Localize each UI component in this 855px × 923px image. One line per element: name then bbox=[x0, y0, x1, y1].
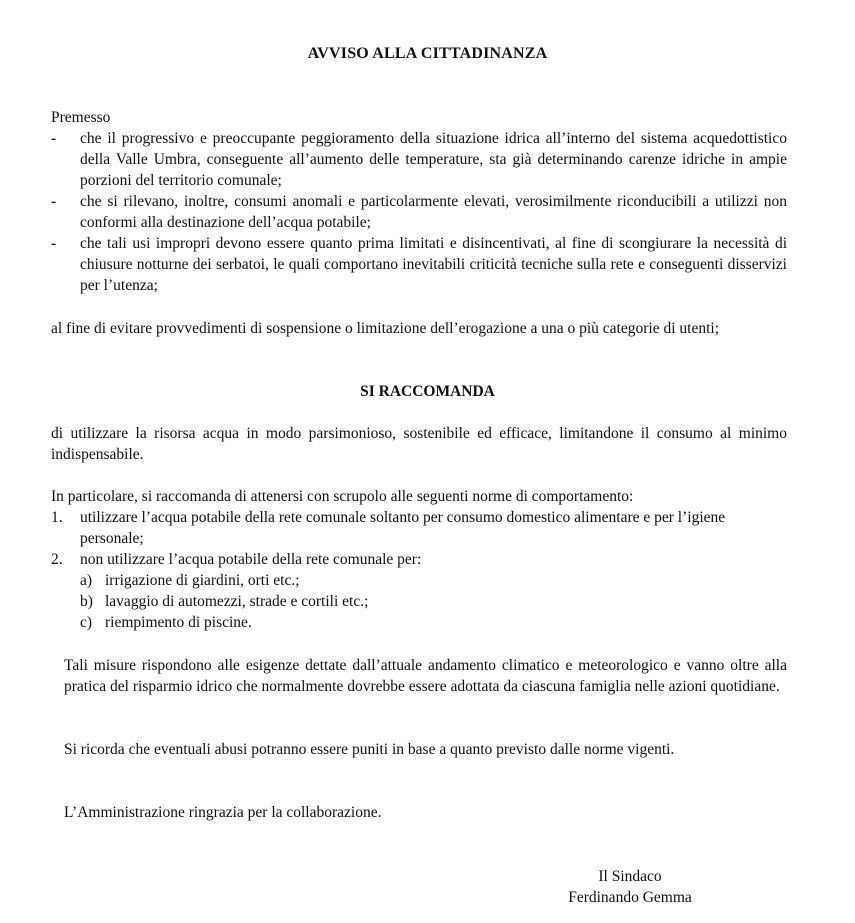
bullet-marker: - bbox=[51, 235, 57, 252]
subitem-text: lavaggio di automezzi, strade e cortili etc.; bbox=[105, 593, 369, 610]
particolare-intro: In particolare, si raccomanda di attenersi con scrupolo alle seguenti norme di comportamento: bbox=[51, 488, 634, 505]
recommendation-paragraph: di utilizzare la risorsa acqua in modo parsimonioso, sostenibile ed efficace, limitandone il consumo al minimo indispensabile. bbox=[51, 425, 787, 463]
premesso-item-text: che si rilevano, inoltre, consumi anomali e particolarmente elevati, verosimilmente riconducibili a utilizzi non conformi alla destinazione dell’acqua potabile; bbox=[80, 193, 787, 231]
subitem-letter: c) bbox=[80, 614, 93, 631]
subitem-letter: a) bbox=[80, 572, 93, 589]
bullet-marker: - bbox=[51, 193, 57, 210]
premesso-item bbox=[51, 233, 787, 296]
subitem-text: riempimento di piscine. bbox=[105, 614, 252, 631]
si-raccomanda-heading: SI RACCOMANDA bbox=[360, 383, 495, 400]
premesso-label: Premesso bbox=[51, 109, 111, 126]
norms-section bbox=[51, 486, 787, 633]
premesso-item-text: che tali usi impropri devono essere quanto prima limitati e disincentivati, al fine di scongiurare la necessità di chiusure notturne dei serbatoi, le quali comportano inevitabili criticità tecniche sulla rete e conseguenti disservizi per l’utenza; bbox=[80, 235, 787, 294]
abusi-paragraph: Si ricorda che eventuali abusi potranno essere puniti in base a quanto previsto dalle norme vigenti. bbox=[64, 741, 675, 758]
signature-name: Ferdinando Gemma bbox=[568, 889, 692, 906]
norm-item bbox=[51, 507, 787, 549]
norm-number: 1. bbox=[51, 509, 63, 526]
norm-number: 2. bbox=[51, 551, 63, 568]
norm-subitem bbox=[51, 570, 787, 591]
premesso-item-text: che il progressivo e preoccupante peggioramento della situazione idrica all’interno del sistema acquedottistico della Valle Umbra, conseguente all’aumento delle temperature, sta già determinando carenze idriche in ampie porzioni del territorio comunale; bbox=[80, 130, 787, 189]
norm-subitem bbox=[51, 612, 787, 633]
signature-block bbox=[520, 866, 740, 908]
ringrazia-paragraph: L’Amministrazione ringrazia per la collaborazione. bbox=[64, 804, 382, 821]
subitem-text: irrigazione di giardini, orti etc.; bbox=[105, 572, 300, 589]
notice-title: AVVISO ALLA CITTADINANZA bbox=[307, 45, 548, 62]
signature-role: Il Sindaco bbox=[598, 868, 662, 885]
premesso-section bbox=[51, 107, 787, 296]
subitem-letter: b) bbox=[80, 593, 93, 610]
misure-paragraph: Tali misure rispondono alle esigenze dettate dall’attuale andamento climatico e meteorologico e vanno oltre alla pratica del risparmio idrico che normalmente dovrebbe essere adottata da ciascuna famiglia nelle azioni quotidiane. bbox=[64, 657, 787, 695]
norm-subitem bbox=[51, 591, 787, 612]
norm-text: utilizzare l’acqua potabile della rete comunale soltanto per consumo domestico alimentare e per l’igiene personale; bbox=[80, 509, 726, 547]
premesso-item bbox=[51, 128, 787, 191]
norm-text: non utilizzare l’acqua potabile della rete comunale per: bbox=[80, 551, 422, 568]
al-fine-paragraph: al fine di evitare provvedimenti di sospensione o limitazione dell’erogazione a una o più categorie di utenti; bbox=[51, 320, 720, 337]
premesso-item bbox=[51, 191, 787, 233]
norm-item bbox=[51, 549, 787, 570]
bullet-marker: - bbox=[51, 130, 57, 147]
